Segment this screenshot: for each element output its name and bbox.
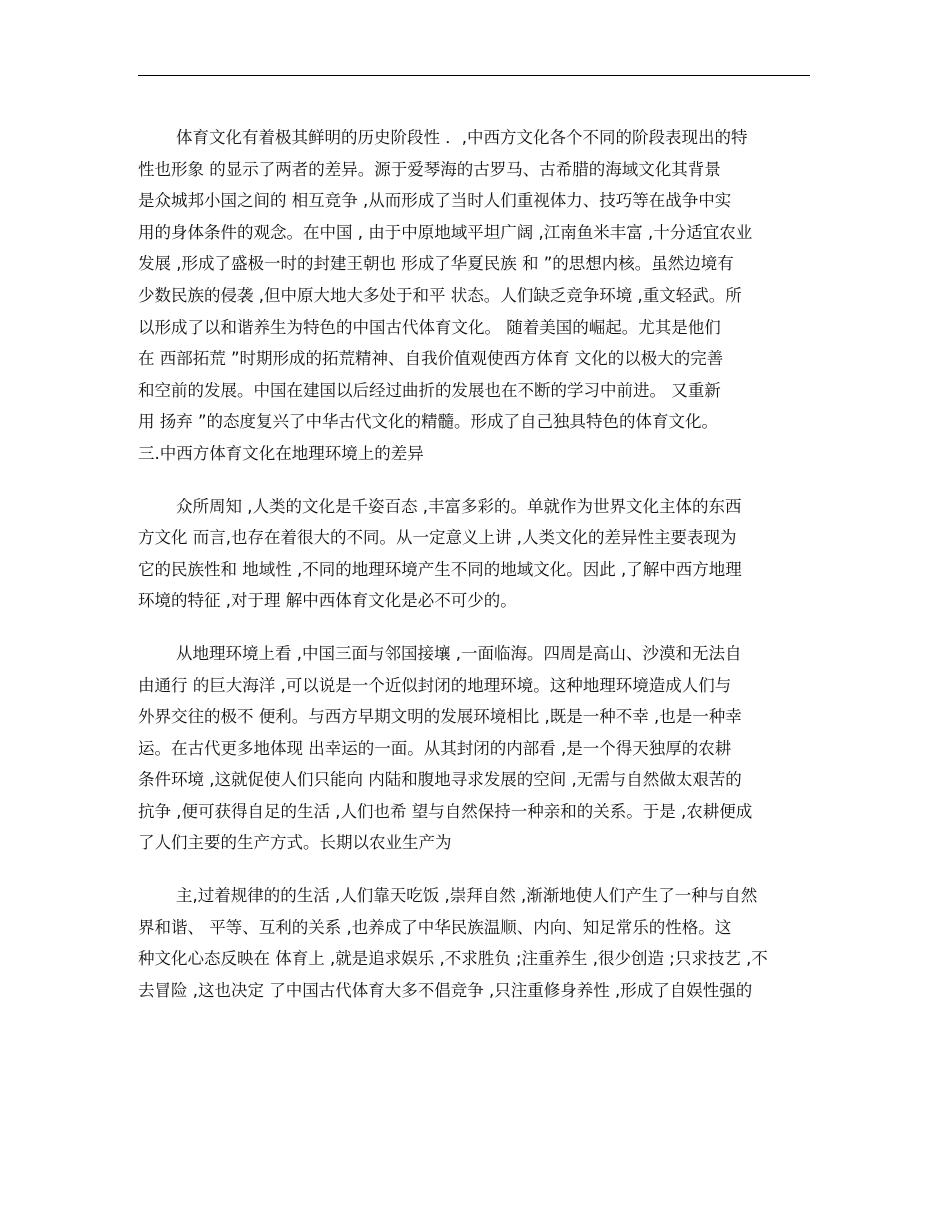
paragraph-gap [138, 470, 810, 491]
text-line: 条件环境 ,这就促使人们只能向 内陆和腹地寻求发展的空间 ,无需与自然做太艰苦的 [138, 770, 742, 790]
text-line: 用的身体条件的观念。在中国 , 由于中原地域平坦广阔 ,江南鱼米丰富 ,十分适宜农业 [138, 222, 753, 242]
text-line: 用 扬弃 ”的态度复兴了中华古代文化的精髓。形成了自己独具特色的体育文化。 [138, 412, 719, 432]
text-line: 主,过着规律的的生活 ,人们靠天吃饭 ,崇拜自然 ,渐渐地使人们产生了一种与自然 [176, 886, 758, 906]
paragraph-gap [138, 859, 810, 880]
paragraph-history [138, 122, 810, 438]
text-line: 从地理环境上看 ,中国三面与邻国接壤 ,一面临海。四周是高山、沙漠和无法自 [176, 643, 742, 663]
paragraph-agriculture [138, 880, 810, 1006]
text-line: 和空前的发展。中国在建国以后经过曲折的发展也在不断的学习中前进。 又重新 [138, 380, 721, 400]
text-line: 它的民族性和 地域性 ,不同的地理环境产生不同的地域文化。因此 ,了解中西方地理 [138, 559, 742, 579]
text-line: 由通行 的巨大海洋 ,可以说是一个近似封闭的地理环境。这种地理环境造成人们与 [138, 675, 732, 695]
text-line: 环境的特征 ,对于理 解中西体育文化是必不可少的。 [138, 591, 517, 611]
text-line: 种文化心态反映在 体育上 ,就是追求娱乐 ,不求胜负 ;注重养生 ,很少创造 ;只求技艺 ,不 [138, 949, 768, 969]
text-line: 在 西部拓荒 ”时期形成的拓荒精神、自我价值观使西方体育 文化的以极大的完善 [138, 349, 724, 369]
text-line: 外界交往的极不 便利。与西方早期文明的发展环境相比 ,既是一种不幸 ,也是一种幸 [138, 707, 742, 727]
text-line: 发展 ,形成了盛极一时的封建王朝也 形成了华夏民族 和 ”的思想内核。虽然边境有 [138, 254, 734, 274]
text-line: 界和谐、 平等、互利的关系 ,也养成了中华民族温顺、内向、知足常乐的性格。这 [138, 917, 732, 937]
paragraph-gap [138, 617, 810, 638]
text-line: 方文化 而言,也存在着很大的不同。从一定意义上讲 ,人类文化的差异性主要表现为 [138, 528, 737, 548]
text-line: 是众城邦小国之间的 相互竞争 ,从而形成了当时人们重视体力、技巧等在战争中实 [138, 191, 732, 211]
document-body [138, 122, 810, 1006]
text-line: 体育文化有着极其鲜明的历史阶段性 ．,中西方文化各个不同的阶段表现出的特 [176, 128, 748, 147]
text-line: 少数民族的侵袭 ,但中原大地大多处于和平 状态。人们缺乏竞争环境 ,重文轻武。所 [138, 285, 742, 305]
header-rule [138, 75, 810, 76]
paragraph-geography [138, 638, 810, 859]
text-line: 以形成了以和谐养生为特色的中国古代体育文化。 随着美国的崛起。尤其是他们 [138, 317, 721, 337]
text-line: 了人们主要的生产方式。长期以农业生产为 [138, 833, 452, 853]
text-line: 运。在古代更多地体现 出幸运的一面。从其封闭的内部看 ,是一个得天独厚的农耕 [138, 738, 732, 758]
text-line: 去冒险 ,这也决定 了中国古代体育大多不倡竞争 ,只注重修身养性 ,形成了自娱性强的 [138, 980, 753, 1000]
text-line: 性也形象 的显示了两者的差异。源于爱琴海的古罗马、古希腊的海域文化其背景 [138, 159, 721, 179]
text-line: 众所周知 ,人类的文化是千姿百态 ,丰富多彩的。单就作为世界文化主体的东西 [176, 496, 742, 516]
paragraph-culture [138, 491, 810, 617]
text-line: 抗争 ,便可获得自足的生活 ,人们也希 望与自然保持一种亲和的关系。于是 ,农耕便成 [138, 801, 753, 821]
section-heading: 三.中西方体育文化在地理环境上的差异 [138, 443, 424, 463]
